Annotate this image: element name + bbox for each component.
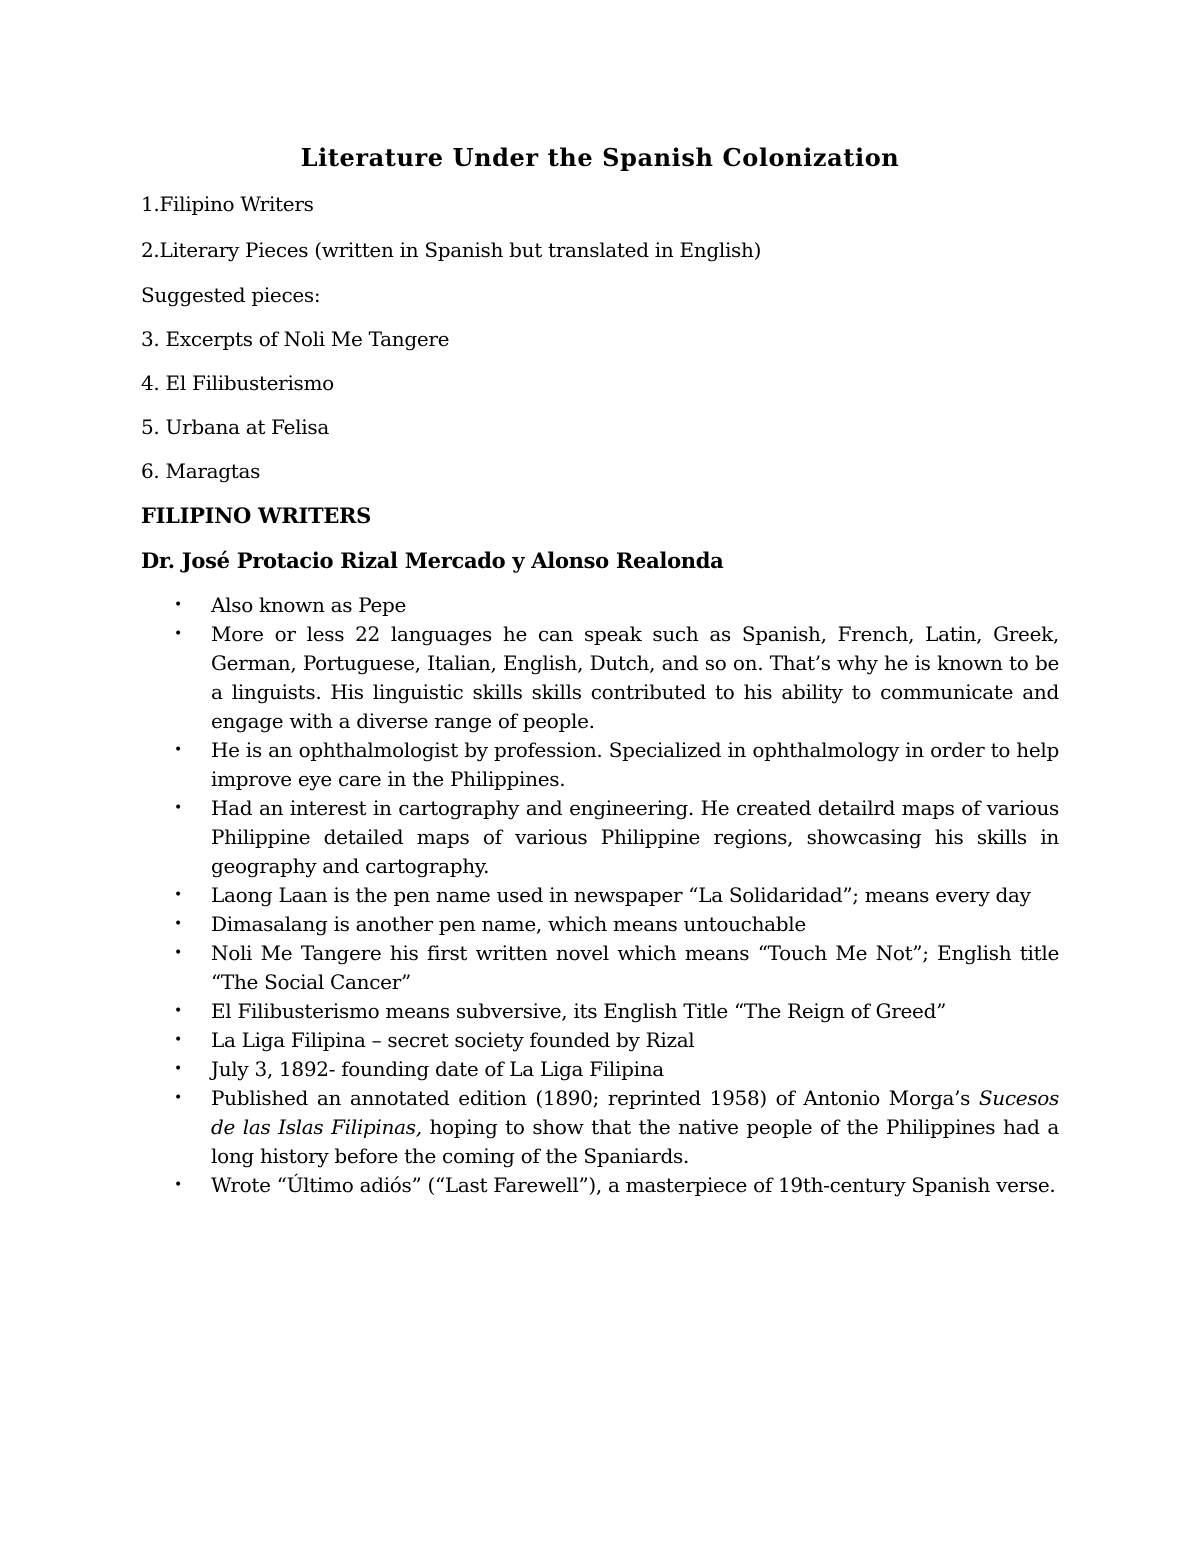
list-item-text: He is an ophthalmologist by profession. Specialized in ophthalmology in order to help improve eye care in the Philippines. xyxy=(211,738,1059,791)
intro-line-urbana-at-felisa: 5. Urbana at Felisa xyxy=(141,415,329,439)
bullet-icon: • xyxy=(174,742,182,758)
list-item-text: El Filibusterismo means subversive, its English Title “The Reign of Greed” xyxy=(211,999,947,1023)
intro-line-el-filibusterismo: 4. El Filibusterismo xyxy=(141,371,334,395)
list-item-text: Also known as Pepe xyxy=(211,593,407,617)
list-item xyxy=(141,997,1059,1026)
list-item-text: Wrote “Último adiós” (“Last Farewell”), a masterpiece of 19th-century Spanish verse. xyxy=(211,1173,1056,1197)
list-item xyxy=(141,591,1059,620)
bullet-icon: • xyxy=(174,887,182,903)
list-item xyxy=(141,1026,1059,1055)
bullet-icon: • xyxy=(174,1032,182,1048)
book-title-italic: Sucesos de las Islas Filipinas, xyxy=(211,1086,1059,1139)
bullet-icon: • xyxy=(174,597,182,613)
intro-line-suggested-pieces: Suggested pieces: xyxy=(141,283,321,307)
list-item-text: Had an interest in cartography and engineering. He created detailrd maps of various Philippine detailed maps of various Philippine regions, showcasing his skills in geography and cartography. xyxy=(211,796,1059,878)
intro-line-maragtas: 6. Maragtas xyxy=(141,459,261,483)
list-item xyxy=(141,939,1059,997)
list-item xyxy=(141,881,1059,910)
section-heading: FILIPINO WRITERS xyxy=(141,503,372,528)
list-item-text-end: hoping to show that the native people of the Philippines had a long history before the coming of the Spaniards. xyxy=(211,1115,1059,1168)
list-item-text: La Liga Filipina – secret society founded by Rizal xyxy=(211,1028,695,1052)
bullet-icon: • xyxy=(174,945,182,961)
bullet-icon: • xyxy=(174,1177,182,1193)
list-item xyxy=(141,1084,1059,1171)
bullet-icon: • xyxy=(174,626,182,642)
list-item xyxy=(141,1055,1059,1084)
bullet-icon: • xyxy=(174,1061,182,1077)
list-item-text: Noli Me Tangere his first written novel which means “Touch Me Not”; English title “The Social Cancer” xyxy=(211,941,1059,994)
list-item xyxy=(141,736,1059,794)
bullet-icon: • xyxy=(174,800,182,816)
intro-line-literary-pieces: 2.Literary Pieces (written in Spanish but translated in English) xyxy=(141,238,762,262)
list-item xyxy=(141,620,1059,736)
document-title: Literature Under the Spanish Colonization xyxy=(300,143,900,172)
intro-line-noli-me-tangere: 3. Excerpts of Noli Me Tangere xyxy=(141,327,450,351)
list-item-text-start: Published an annotated edition (1890; reprinted 1958) of Antonio Morga’s xyxy=(211,1086,979,1110)
list-item xyxy=(141,910,1059,939)
list-item-text: More or less 22 languages he can speak such as Spanish, French, Latin, Greek, German, Portuguese, Italian, English, Dutch, and so on. That’s why he is known to be a linguists. His linguistic skills skills contributed to his ability to communicate and engage with a diverse range of people. xyxy=(211,622,1059,733)
list-item-text: July 3, 1892- founding date of La Liga Filipina xyxy=(211,1057,664,1081)
bullet-icon: • xyxy=(174,1090,182,1106)
list-item-text: Laong Laan is the pen name used in newspaper “La Solidaridad”; means every day xyxy=(211,883,1031,907)
intro-line-filipino-writers: 1.Filipino Writers xyxy=(141,192,314,216)
rizal-facts-list xyxy=(141,591,1059,1200)
list-item xyxy=(141,794,1059,881)
list-item-text: Dimasalang is another pen name, which means untouchable xyxy=(211,912,806,936)
writer-heading: Dr. José Protacio Rizal Mercado y Alonso Realonda xyxy=(141,548,724,573)
list-item xyxy=(141,1171,1059,1200)
bullet-icon: • xyxy=(174,916,182,932)
bullet-icon: • xyxy=(174,1003,182,1019)
list-item-text xyxy=(211,1084,1059,1171)
